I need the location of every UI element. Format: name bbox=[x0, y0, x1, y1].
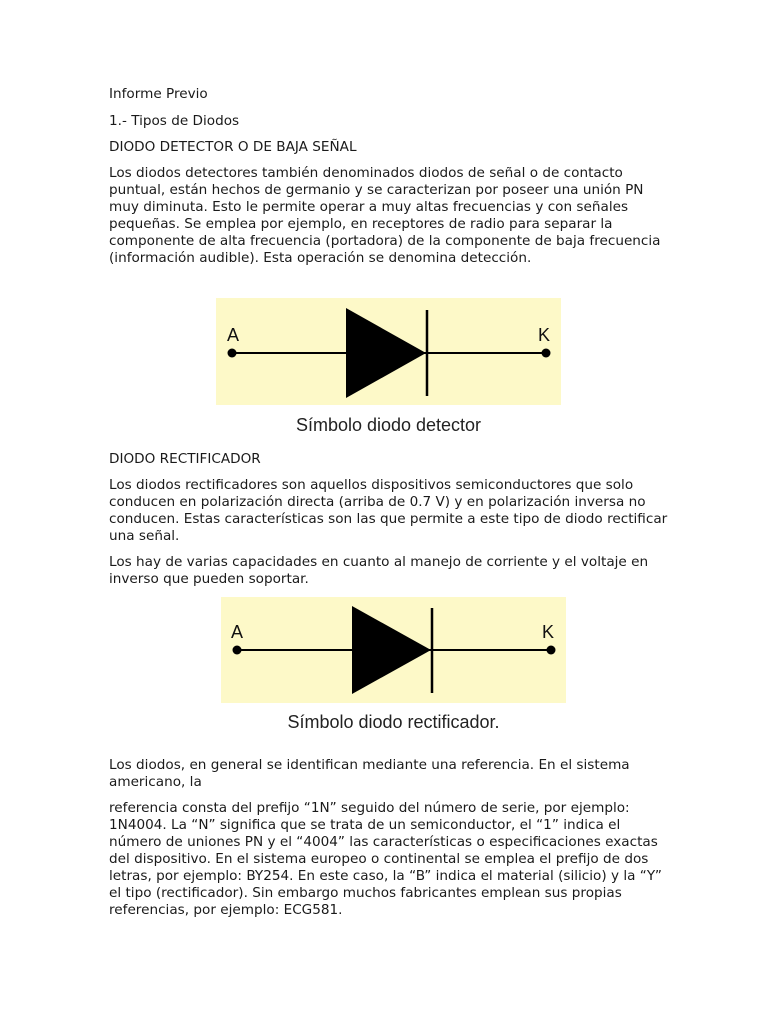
detector-caption: Símbolo diodo detector bbox=[295, 415, 482, 435]
rectifier-paragraph-1: Los diodos rectificadores son aquellos dispositivos semiconductores que solo conducen en polarización directa (arriba de 0.7 V) y en polarización inversa no conducen. Estas características son las que permite a este tipo de diodo rectificar una señal. bbox=[109, 477, 668, 544]
diode-symbol-icon bbox=[221, 597, 566, 703]
detector-diode-figure bbox=[216, 298, 561, 405]
rectifier-diode-figure bbox=[221, 597, 566, 703]
detector-paragraph: Los diodos detectores también denominados diodos de señal o de contacto puntual, están hechos de germanio y se caracterizan por poseer una unión PN muy diminuta. Esto le permite operar a muy altas frecuencias y con señales pequeñas. Se emplea por ejemplo, en receptores de radio para separar la componente de alta frecuencia (portadora) de la componente de baja frecuencia (información audible). Esta operación se denomina detección. bbox=[109, 165, 661, 266]
anode-label: A bbox=[231, 622, 244, 642]
section-title: 1.- Tipos de Diodos bbox=[109, 113, 240, 129]
identification-paragraph-2: referencia consta del prefijo “1N” seguido del número de serie, por ejemplo: 1N4004. La “N” significa que se trata de un semiconductor, el “1” indica el número de uniones PN y el “4004” las características o especificaciones exactas del dispositivo. En el sistema europeo o continental se emplea el prefijo de dos letras, por ejemplo: BY254. En este caso, la “B” indica el material (silicio) y la “Y” el tipo (rectificador). Sin embargo muchos fabricantes emplean sus propias referencias, por ejemplo: ECG581. bbox=[109, 800, 662, 918]
document-header: Informe Previo bbox=[109, 86, 208, 102]
rectifier-heading: DIODO RECTIFICADOR bbox=[109, 451, 261, 467]
identification-paragraph-1: Los diodos, en general se identifican mediante una referencia. En el sistema americano, la bbox=[109, 757, 630, 790]
cathode-label: K bbox=[538, 325, 551, 345]
cathode-label: K bbox=[542, 622, 555, 642]
rectifier-caption: Símbolo diodo rectificador. bbox=[287, 712, 500, 732]
detector-heading: DIODO DETECTOR O DE BAJA SEÑAL bbox=[109, 139, 357, 155]
rectifier-paragraph-2: Los hay de varias capacidades en cuanto al manejo de corriente y el voltaje en inverso que pueden soportar. bbox=[109, 554, 649, 587]
diode-symbol-icon bbox=[216, 298, 561, 405]
anode-label: A bbox=[227, 325, 240, 345]
